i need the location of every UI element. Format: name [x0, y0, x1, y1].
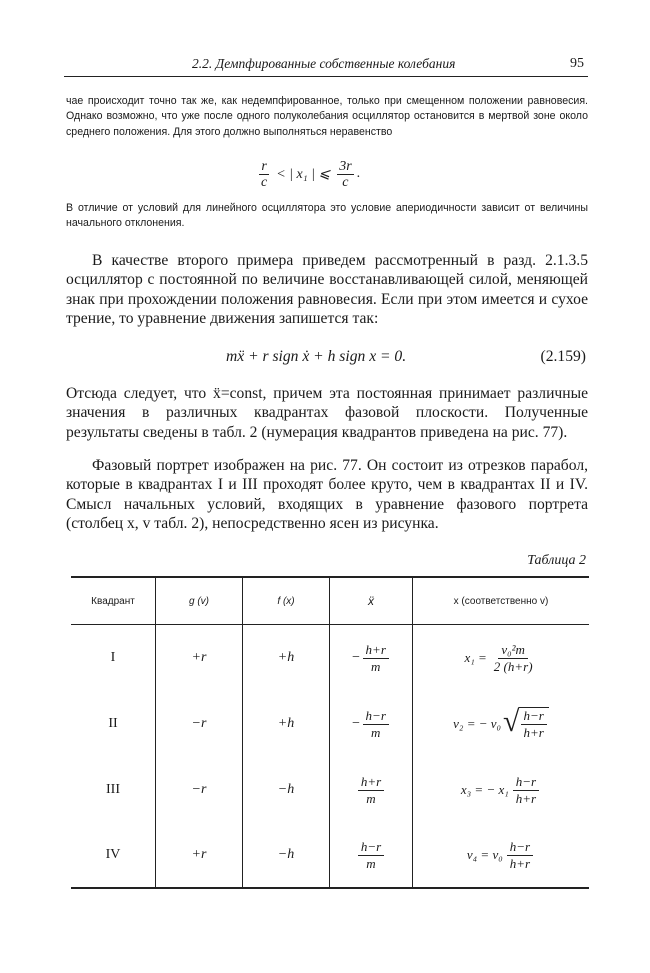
acceleration-fraction	[358, 839, 384, 872]
quadrant-label: I	[110, 650, 116, 665]
square-root	[503, 707, 549, 741]
fraction-denominator: c	[342, 174, 349, 190]
g-value: −r	[191, 716, 207, 731]
solution-formula	[413, 823, 589, 887]
inequality-right-fraction	[337, 159, 353, 190]
fraction-numerator: v₀²m	[498, 642, 528, 659]
solution-fraction	[507, 839, 533, 872]
quadrant-label: III	[106, 782, 120, 797]
small-paragraph-2: В отличие от условий для линейного осциллятора это условие апериодичности зависит от величины начального отклонения.	[66, 202, 588, 230]
f-value: +h	[277, 650, 295, 665]
header-g: g (v)	[189, 595, 209, 607]
paragraph-2: Отсюда следует, что ẍ=const, причем эта постоянная принимает различные значения в различных квадрантах фазовой плоскости. Полученные результаты сведены в табл. 2 (нумерация квадрантов приведена на рис. 77).	[66, 385, 588, 441]
fraction-numerator: h−r	[521, 708, 547, 725]
solution-lhs: x₁ =	[464, 650, 487, 665]
radical-sign-icon: √	[503, 705, 520, 738]
fraction-denominator: m	[366, 790, 376, 806]
acceleration-fraction	[358, 774, 384, 807]
g-value: −r	[191, 782, 207, 797]
header-solution: x (соответственно v)	[453, 595, 549, 607]
inequality-end: .	[356, 166, 361, 181]
acceleration-formula	[330, 691, 412, 757]
fraction-numerator: 3r	[339, 158, 352, 174]
fraction-denominator: m	[371, 724, 381, 740]
solution-lhs: v₄ = v₀	[466, 847, 503, 862]
fraction-numerator: r	[261, 158, 267, 174]
g-value: +r	[191, 650, 207, 665]
running-title: 2.2. Демпфированные собственные колебания	[192, 56, 456, 71]
fraction-numerator: h+r	[358, 774, 384, 791]
fraction-numerator: h+r	[363, 642, 389, 659]
inequality	[256, 154, 360, 194]
quadrant-label: IV	[105, 847, 121, 862]
fraction-numerator: h−r	[358, 839, 384, 856]
fraction-denominator: m	[371, 658, 381, 674]
acceleration-fraction	[363, 708, 389, 741]
inequality-middle: < | x₁ | ⩽	[276, 166, 331, 182]
solution-formula	[413, 691, 589, 757]
solution-lhs: x₃ = − x₁	[460, 782, 509, 797]
acceleration-sign: −	[351, 650, 361, 665]
f-value: +h	[277, 716, 295, 731]
table-rule	[71, 887, 589, 889]
fraction-denominator: c	[261, 174, 268, 190]
running-head	[64, 56, 588, 77]
fraction-numerator: h−r	[507, 839, 533, 856]
paragraph-1: В качестве второго примера приведем рассмотренный в разд. 2.1.3.5 осциллятор с постоянной по величине восстанавливающей силой, меняющей знак при прохождении положения равновесия. Если при этом имеется и сухое трение, то уравнение движения запишется так:	[66, 252, 588, 328]
solution-fraction	[491, 642, 536, 675]
acceleration-fraction	[363, 642, 389, 675]
header-acceleration: ẍ	[368, 594, 374, 608]
small-paragraph-1: чае происходит точно так же, как недемпфированное, только при смещенном положении равновесия. Однако возможно, что уже после одного полуколебания осциллятор остановится в мертвой зоне около среднего положения. Для этого должно выполняться неравенство	[66, 95, 588, 138]
quadrant-label: II	[108, 716, 118, 731]
page-number: 95	[570, 56, 584, 71]
inequality-left-fraction	[259, 159, 269, 190]
acceleration-sign: −	[351, 716, 361, 731]
acceleration-formula	[330, 823, 412, 887]
f-value: −h	[277, 847, 295, 862]
solution-formula	[413, 625, 589, 691]
header-quadrant: Квадрант	[91, 595, 135, 607]
equation-number: (2.159)	[540, 348, 586, 365]
equation-2-159: mẍ + r sign ẋ + h sign x = 0.	[226, 348, 407, 365]
acceleration-formula	[330, 757, 412, 823]
paragraph-3: Фазовый портрет изображен на рис. 77. Он состоит из отрезков парабол, которые в квадрантах I и III проходят более круто, чем в квадрантах II и IV. Смысл начальных условий, входящих в уравнение фазового портрета (столбец x, v табл. 2), непосредственно ясен из рисунка.	[66, 457, 588, 533]
solution-fraction	[521, 708, 547, 741]
solution-fraction	[513, 774, 539, 807]
acceleration-formula	[330, 625, 412, 691]
fraction-numerator: h−r	[513, 774, 539, 791]
fraction-denominator: h+r	[515, 790, 537, 806]
solution-formula	[413, 757, 589, 823]
g-value: +r	[191, 847, 207, 862]
quadrant-table	[71, 576, 589, 888]
fraction-denominator: h+r	[509, 855, 531, 871]
fraction-denominator: m	[366, 855, 376, 871]
fraction-denominator: 2 (h+r)	[493, 658, 533, 674]
fraction-denominator: h+r	[523, 725, 544, 740]
solution-lhs: v₂ = − v₀	[453, 716, 502, 731]
f-value: −h	[277, 782, 295, 797]
table-caption: Таблица 2	[527, 553, 586, 568]
header-f: f (x)	[277, 595, 295, 607]
radicand	[519, 707, 549, 741]
fraction-numerator: h−r	[363, 708, 389, 725]
